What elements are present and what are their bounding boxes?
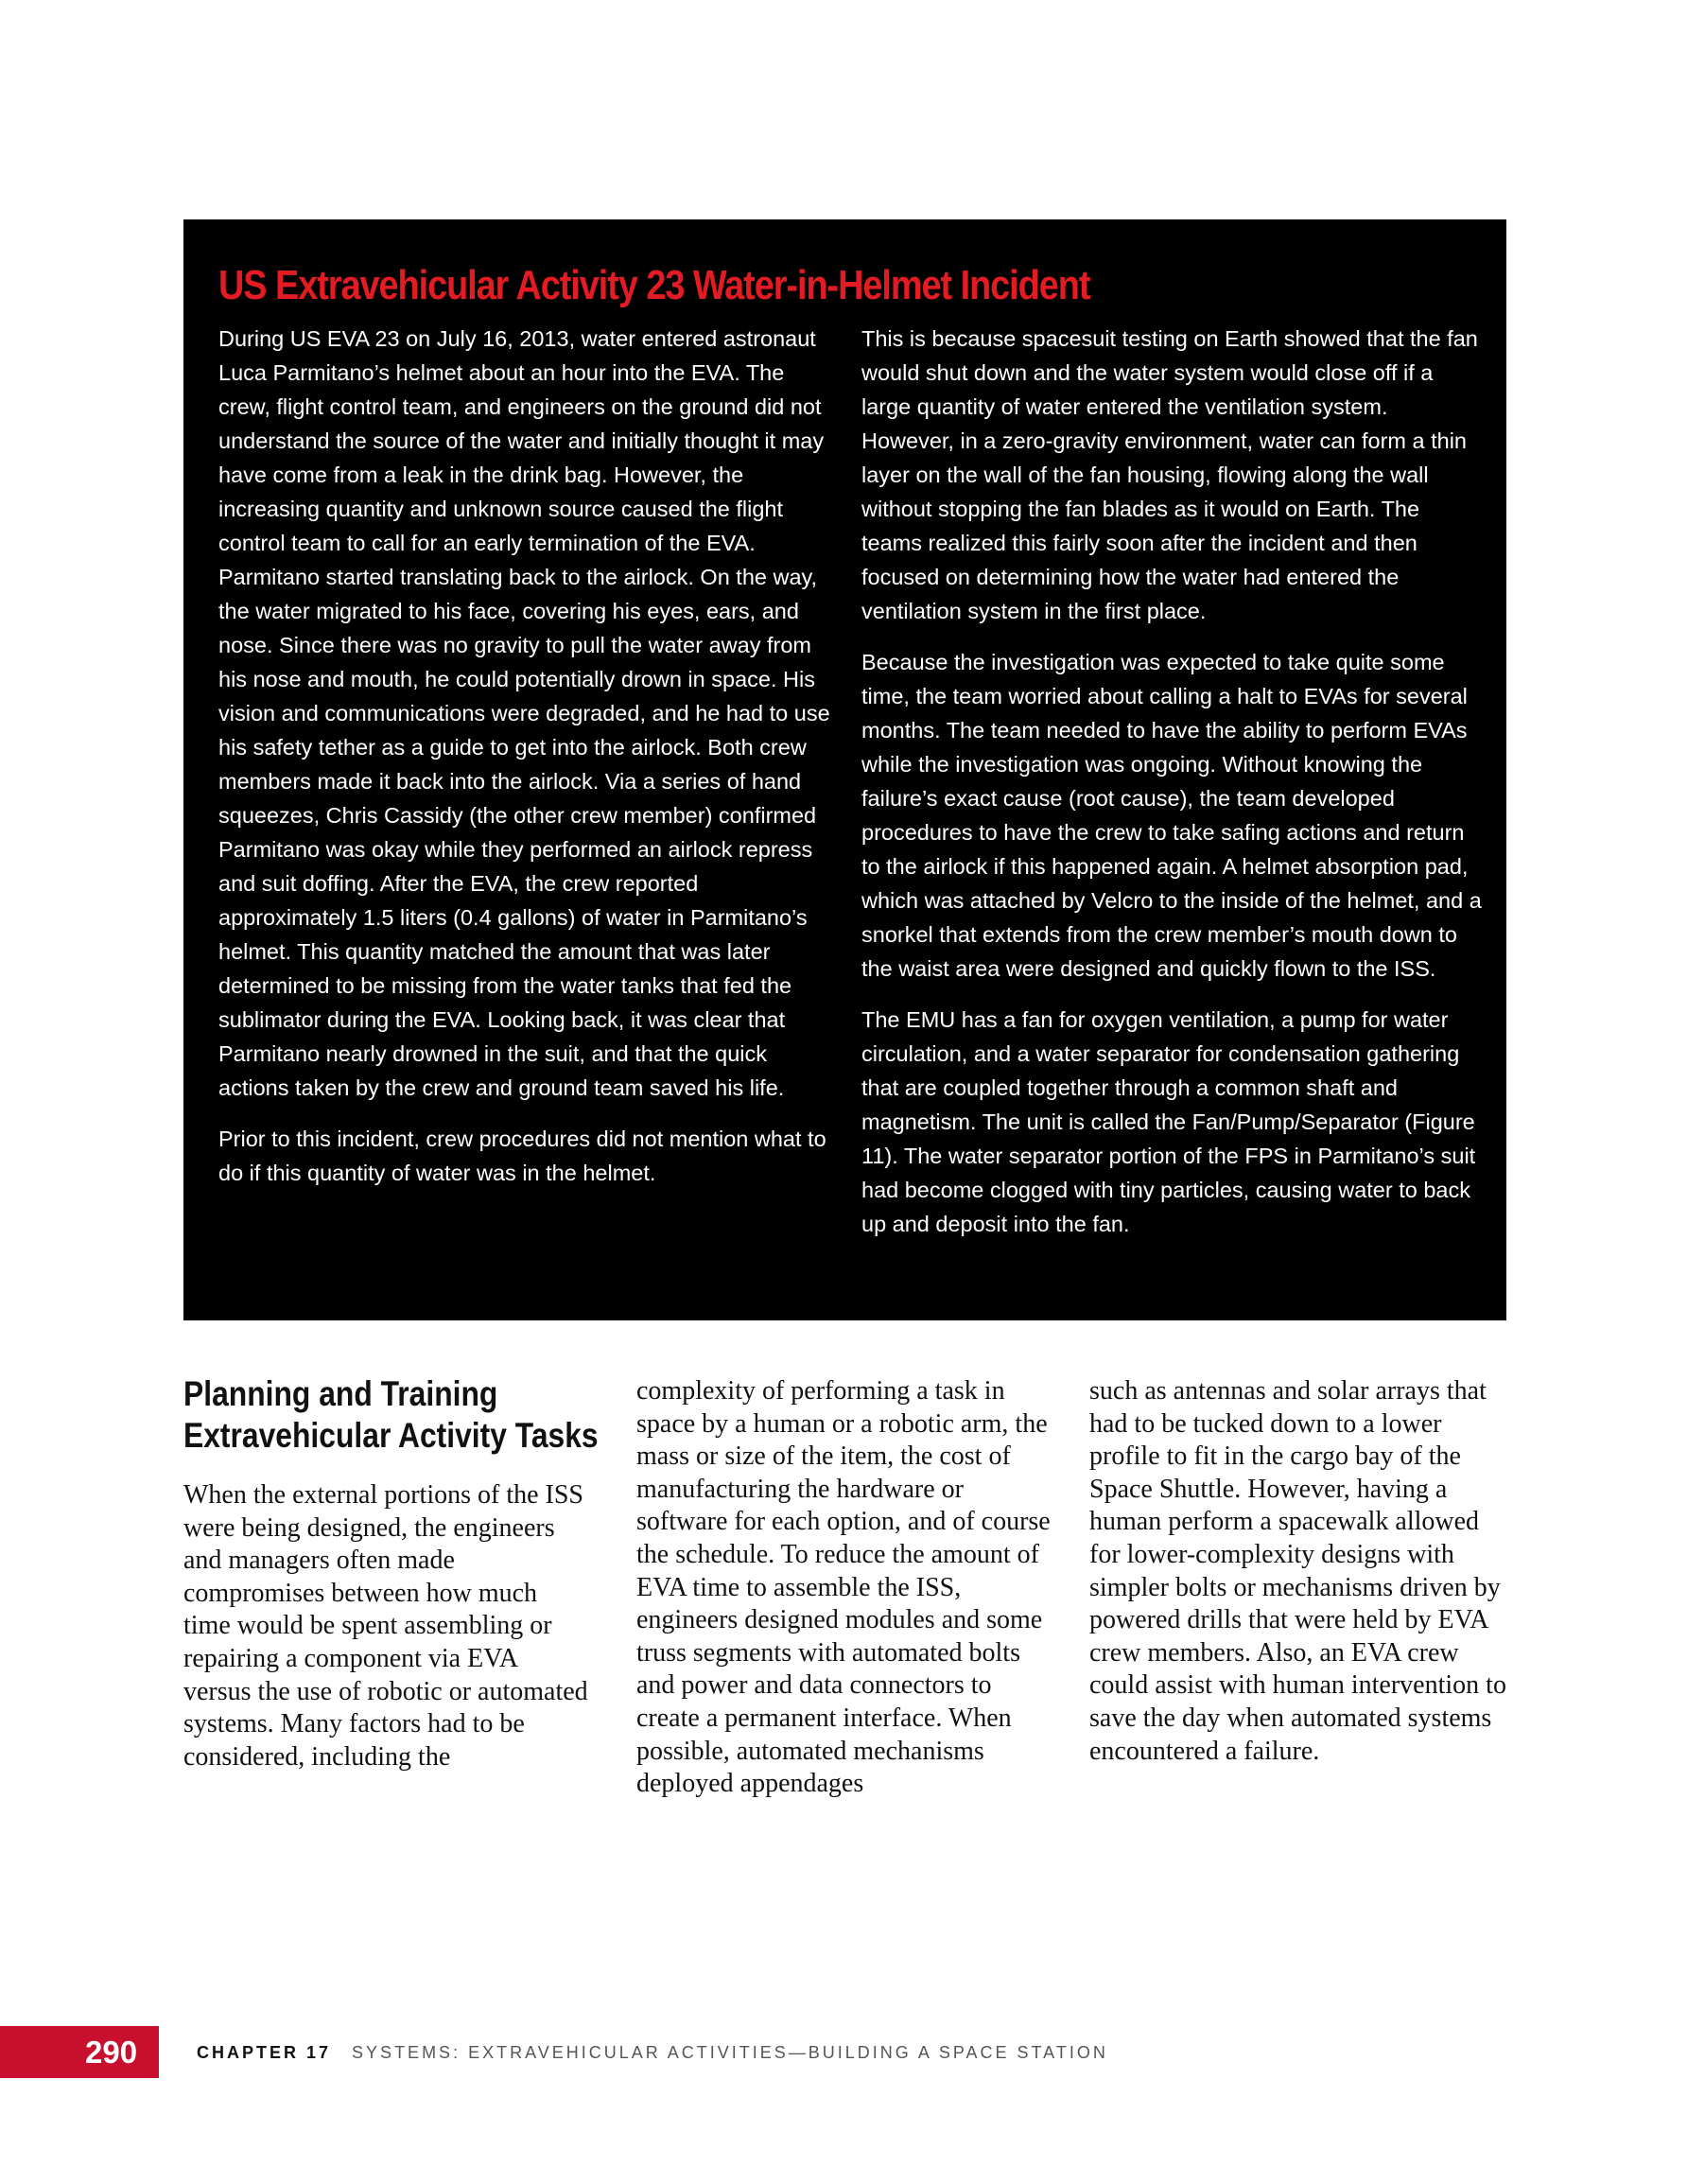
sidebar-paragraph: Prior to this incident, crew procedures did not mention what to do if this quantity of water was in the helmet. [218,1127,826,1185]
sidebar-paragraph: The EMU has a fan for oxygen ventilation, a pump for water circulation, and a water separator for condensation gathering that are coupled together through a common shaft and magnetism. The unit is called the Fan/Pump/Separator (Figure 11). The water separator portion of the FPS in Parmitano’s suit had become clogged with tiny particles, causing water to back up and deposit into the fan. [861,1007,1476,1236]
body-column-3 [1089,1375,1510,1768]
body-paragraph: When the external portions of the ISS were being designed, the engineers and managers often made compromises between how much time would be spent assembling or repairing a component via EVA versus the use of robotic or automated systems. Many factors had to be considered, including the [183,1480,588,1772]
sidebar-box [183,219,1506,1320]
body-paragraph: such as antennas and solar arrays that had to be tucked down to a lower profile to fit in the cargo bay of the Space Shuttle. However, having a human perform a spacewalk allowed for lower-complexity designs with simpler bolts or mechanisms driven by powered drills that were held by EVA crew members. Also, an EVA crew could assist with human intervention to save the day when automated systems encountered a failure. [1089,1376,1506,1766]
section-heading-line1: Planning and Training [183,1374,498,1413]
running-footer [197,2038,1108,2067]
page-number: 290 [85,2035,138,2070]
body-column-2 [636,1375,1057,1801]
sidebar-paragraph: During US EVA 23 on July 16, 2013, water entered astronaut Luca Parmitano’s helmet about an hour into the EVA. The crew, flight control team, and engineers on the ground did not understand the source of the water and initially thought it may have come from a leak in the drink bag. However, the increasing quantity and unknown source caused the flight control team to call for an early termination of the EVA. Parmitano started translating back to the airlock. On the way, the water migrated to his face, covering his eyes, ears, and nose. Since there was no gravity to pull the water away from his nose and mouth, he could potentially drown in space. His vision and communications were degraded, and he had to use his safety tether as a guide to get into the airlock. Both crew members made it back into the airlock. Via a series of hand squeezes, Chris Cassidy (the other crew member) confirmed Parmitano was okay while they performed an airlock repress and suit doffing. After the EVA, the crew reported approximately 1.5 liters (0.4 gallons) of water in Parmitano’s helmet. This quantity matched the amount that was later determined to be missing from the water tanks that fed the sublimator during the EVA. Looking back, it was clear that Parmitano nearly drowned in the suit, and that the quick actions taken by the crew and ground team saved his life. [218,326,830,1100]
sidebar-left-column [218,322,833,1207]
sidebar-paragraph: Because the investigation was expected to take quite some time, the team worried about calling a halt to EVAs for several months. The team needed to have the ability to perform EVAs while the investigation was ongoing. Without knowing the failure’s exact cause (root cause), the team developed procedures to have the crew to take safing actions and return to the airlock if this happened again. A helmet absorption pad, which was attached by Velcro to the inside of the helmet, and a snorkel that extends from the crew member’s mouth down to the waist area were designed and quickly flown to the ISS. [861,650,1482,981]
body-column-1 [183,1479,590,1773]
sidebar-title: US Extravehicular Activity 23 Water-in-Helmet Incident [218,262,1090,308]
body-paragraph: complexity of performing a task in space by a human or a robotic arm, the mass or size of the item, the cost of manufacturing the hardware or software for each option, and of course the schedule. To reduce the amount of EVA time to assemble the ISS, engineers designed modules and some truss segments with automated bolts and power and data connectors to create a permanent interface. When possible, automated mechanisms deployed appendages [636,1376,1051,1799]
footer-chapter: CHAPTER 17 [197,2043,332,2062]
section-heading [183,1373,599,1457]
sidebar-paragraph: This is because spacesuit testing on Earth showed that the fan would shut down and the water system would close off if a large quantity of water entered the ventilation system. However, in a zero-gravity environment, water can form a thin layer on the wall of the fan housing, flowing along the wall without stopping the fan blades as it would on Earth. The teams realized this fairly soon after the incident and then focused on determining how the water had entered the ventilation system in the first place. [861,326,1478,623]
sidebar-right-column [861,322,1486,1258]
footer-chapter-title: SYSTEMS: EXTRAVEHICULAR ACTIVITIES—BUILDING A SPACE STATION [352,2043,1108,2062]
section-heading-line2: Extravehicular Activity Tasks [183,1416,599,1455]
